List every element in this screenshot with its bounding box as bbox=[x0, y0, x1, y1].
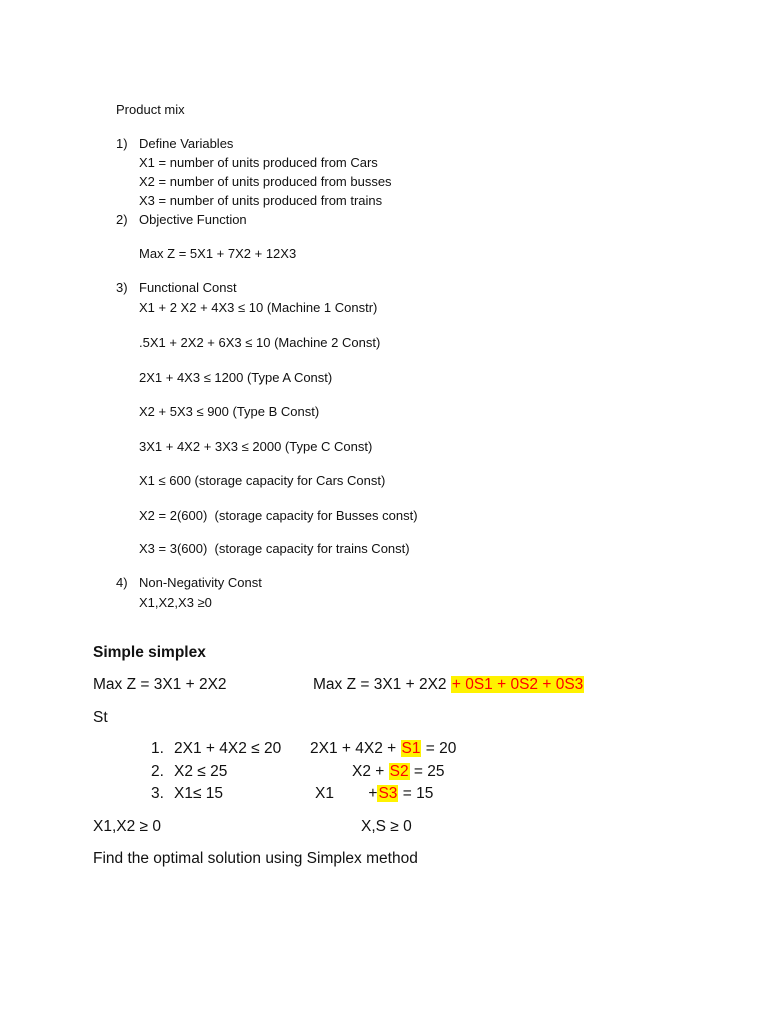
section-number-4: 4) bbox=[116, 575, 128, 590]
simplex-constraint-left: 2X1 + 4X2 ≤ 20 bbox=[174, 740, 282, 757]
constraint-right-suffix: = 20 bbox=[421, 740, 457, 757]
simplex-task: Find the optimal solution using Simplex method bbox=[93, 850, 418, 867]
simplex-constraint-right bbox=[352, 764, 445, 780]
simplex-constraint-number: 1. bbox=[151, 740, 164, 757]
simplex-objective-right bbox=[313, 677, 584, 693]
section-heading-non-negativity: Non-Negativity Const bbox=[139, 575, 262, 590]
constraint-line: 2X1 + 4X3 ≤ 1200 (Type A Const) bbox=[139, 370, 333, 385]
constraint-right-prefix: X2 + bbox=[352, 763, 389, 780]
simplex-constraint-right bbox=[315, 786, 433, 802]
section-number-3: 3) bbox=[116, 280, 128, 295]
constraint-line: X1 ≤ 600 (storage capacity for Cars Const) bbox=[139, 473, 386, 488]
simplex-objective-left: Max Z = 3X1 + 2X2 bbox=[93, 676, 227, 693]
variable-line: X3 = number of units produced from trains bbox=[139, 193, 383, 208]
constraint-line: 3X1 + 4X2 + 3X3 ≤ 2000 (Type C Const) bbox=[139, 439, 373, 454]
simplex-constraint-left: X1≤ 15 bbox=[174, 785, 224, 802]
simplex-nonnegativity-left: X1,X2 ≥ 0 bbox=[93, 818, 161, 835]
section-heading-define-variables: Define Variables bbox=[139, 136, 234, 151]
simplex-nonnegativity-right: X,S ≥ 0 bbox=[361, 818, 412, 835]
constraint-line: X2 + 5X3 ≤ 900 (Type B Const) bbox=[139, 404, 320, 419]
simplex-constraint-left: X2 ≤ 25 bbox=[174, 763, 228, 780]
constraint-line: .5X1 + 2X2 + 6X3 ≤ 10 (Machine 2 Const) bbox=[139, 335, 381, 350]
section-heading-objective-function: Objective Function bbox=[139, 212, 247, 227]
simplex-constraint-right bbox=[310, 741, 456, 757]
constraint-line: X2 = 2(600) (storage capacity for Busses const) bbox=[139, 508, 418, 523]
document-title: Product mix bbox=[116, 102, 185, 117]
constraint-right-suffix: = 25 bbox=[409, 763, 445, 780]
slack-terms-highlight: + 0S1 + 0S2 + 0S3 bbox=[451, 676, 584, 693]
constraint-right-suffix: = 15 bbox=[398, 785, 434, 802]
slack-variable-highlight: S1 bbox=[401, 740, 421, 757]
slack-variable-highlight: S2 bbox=[389, 763, 409, 780]
section-number-2: 2) bbox=[116, 212, 128, 227]
section-number-1: 1) bbox=[116, 136, 128, 151]
non-negativity-line: X1,X2,X3 ≥0 bbox=[139, 595, 212, 610]
variable-line: X2 = number of units produced from busses bbox=[139, 174, 392, 189]
subject-to-label: St bbox=[93, 709, 108, 726]
slack-variable-highlight: S3 bbox=[378, 785, 398, 802]
constraint-line: X1 + 2 X2 + 4X3 ≤ 10 (Machine 1 Constr) bbox=[139, 300, 378, 315]
objective-line: Max Z = 5X1 + 7X2 + 12X3 bbox=[139, 246, 297, 261]
simplex-constraint-number: 2. bbox=[151, 763, 164, 780]
constraint-right-prefix: 2X1 + 4X2 + bbox=[310, 740, 401, 757]
constraint-line: X3 = 3(600) (storage capacity for trains Const) bbox=[139, 541, 410, 556]
simplex-heading: Simple simplex bbox=[93, 644, 206, 661]
section-heading-functional-const: Functional Const bbox=[139, 280, 237, 295]
objective-right-prefix: Max Z = 3X1 + 2X2 bbox=[313, 676, 451, 693]
variable-line: X1 = number of units produced from Cars bbox=[139, 155, 378, 170]
simplex-constraint-number: 3. bbox=[151, 785, 164, 802]
constraint-right-prefix: X1 + bbox=[315, 785, 378, 802]
